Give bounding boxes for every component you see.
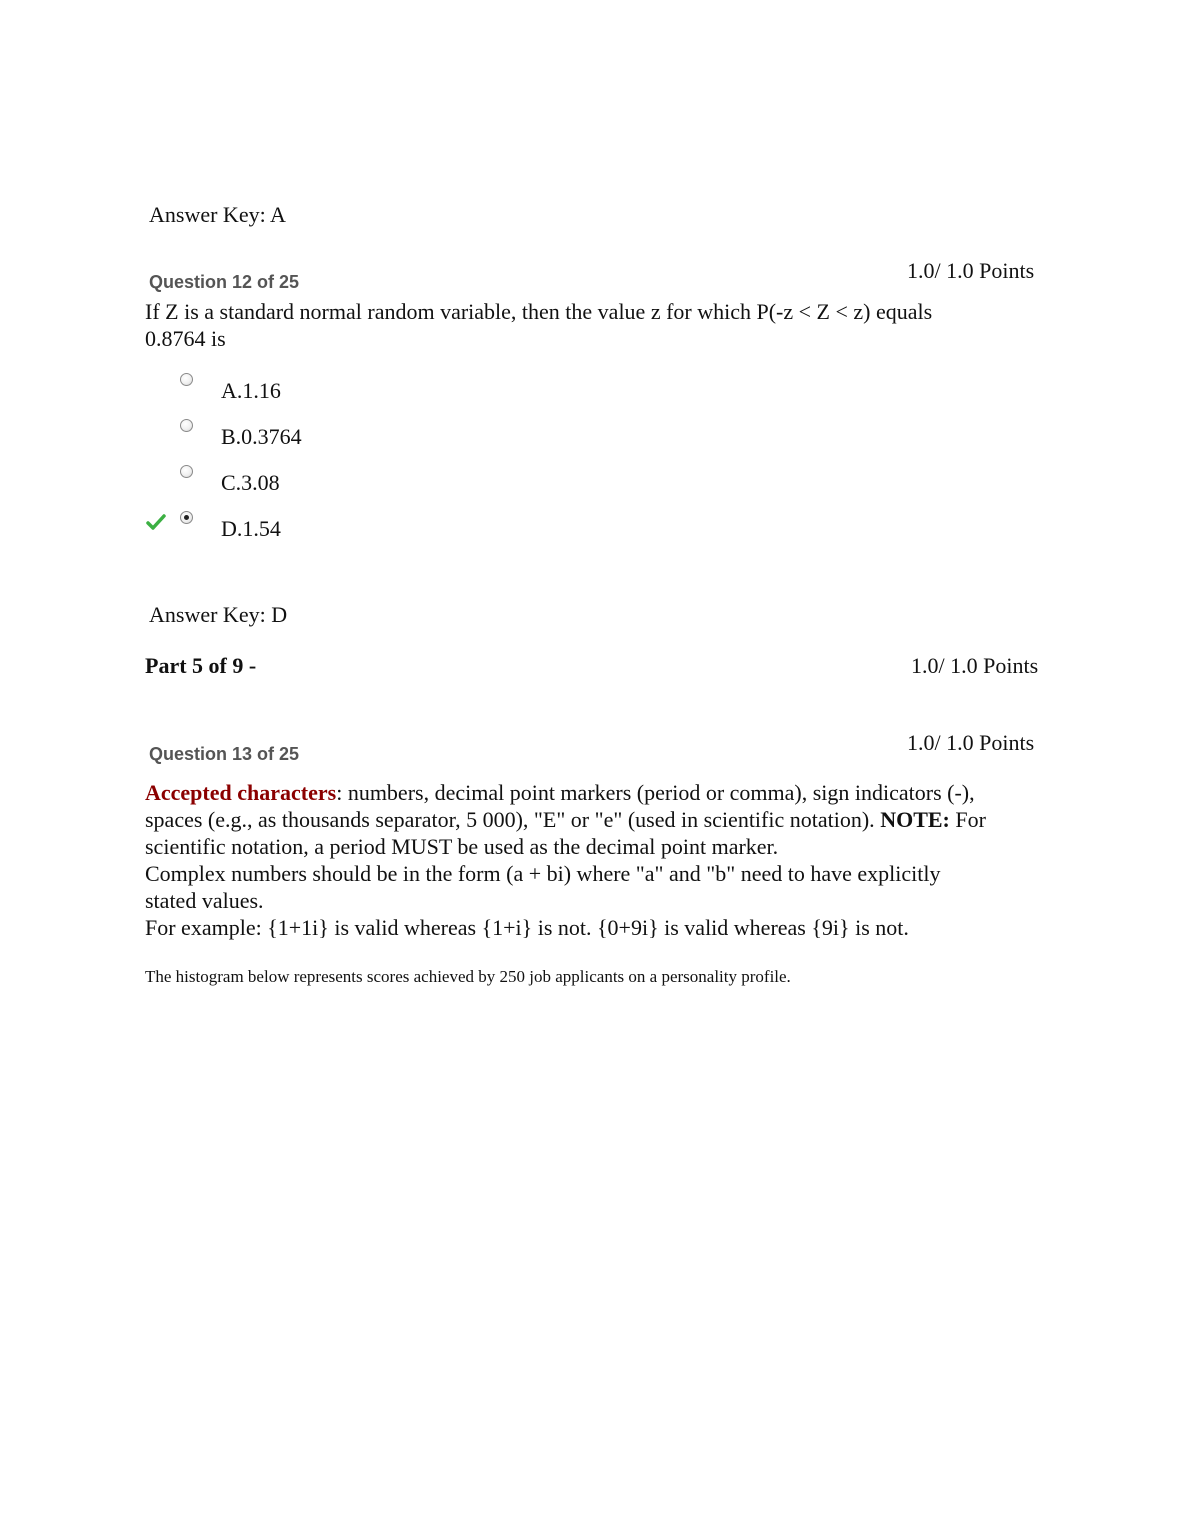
answer-key: Answer Key: D [149, 602, 288, 627]
accepted-characters-text: : numbers, decimal point markers (period or comma), sign indicators (-), [336, 780, 975, 805]
part-title: Part 5 of 9 - [145, 653, 257, 678]
radio-icon[interactable] [180, 465, 193, 478]
accepted-characters-text: spaces (e.g., as thousands separator, 5 000), "E" or "e" (used in scientific notation). [145, 807, 881, 832]
accepted-characters-label: Accepted characters [145, 780, 337, 805]
question-points: 1.0/ 1.0 Points [907, 730, 1035, 755]
option-label: C.3.08 [221, 470, 280, 495]
option-label: B.0.3764 [221, 424, 302, 449]
complex-numbers-line1: Complex numbers should be in the form (a + bi) where "a" and "b" need to have explicitly [145, 861, 941, 886]
example-line: For example: {1+1i} is valid whereas {1+i} is not. {0+9i} is valid whereas {9i} is not. [145, 915, 909, 940]
accepted-characters-line2 [145, 806, 986, 833]
accepted-characters-line3: scientific notation, a period MUST be used as the decimal point marker. [145, 834, 779, 859]
part-points: 1.0/ 1.0 Points [911, 653, 1039, 678]
histogram-intro: The histogram below represents scores achieved by 250 job applicants on a personality profile. [145, 967, 791, 986]
radio-icon[interactable] [180, 373, 193, 386]
question-points: 1.0/ 1.0 Points [907, 258, 1035, 283]
note-label: NOTE: [880, 807, 950, 832]
option-label: A.1.16 [221, 378, 281, 403]
accepted-characters-line1 [145, 779, 975, 806]
question-header: Question 13 of 25 [149, 744, 300, 764]
question-text-line1: If Z is a standard normal random variable, then the value z for which P(-z < Z < z) equals [145, 299, 933, 324]
radio-icon[interactable] [180, 419, 193, 432]
accepted-characters-text: For [949, 807, 986, 832]
check-icon [146, 514, 166, 531]
option-label: D.1.54 [221, 516, 281, 541]
question-text-line2: 0.8764 is [145, 326, 226, 351]
answer-key-previous: Answer Key: A [149, 202, 286, 227]
question-header: Question 12 of 25 [149, 272, 300, 292]
radio-icon-selected[interactable] [180, 511, 193, 524]
complex-numbers-line2: stated values. [145, 888, 264, 913]
